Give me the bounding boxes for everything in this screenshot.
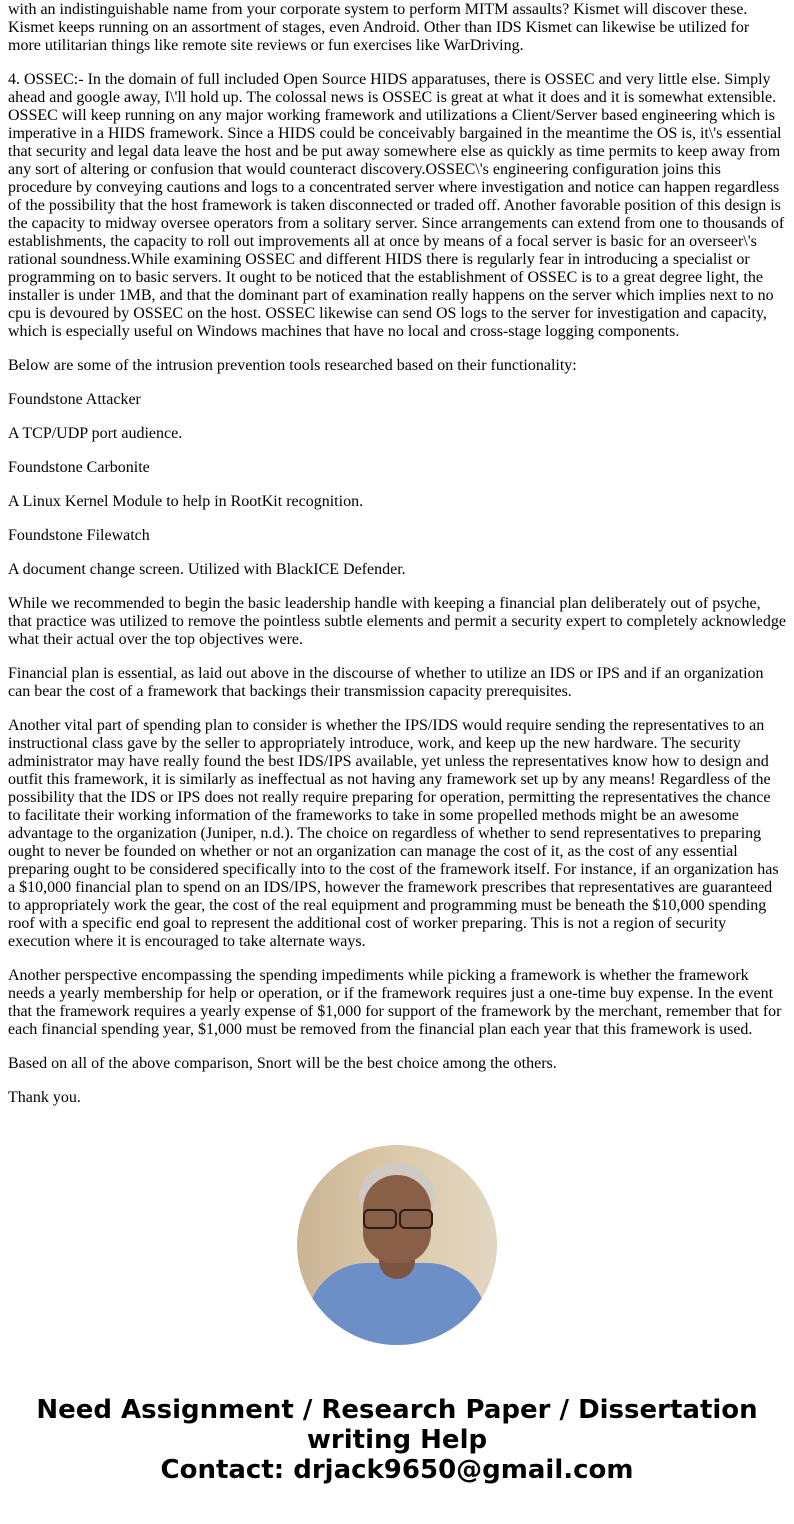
paragraph-financial-plan: Financial plan is essential, as laid out above in the discourse of whether to utilize an IDS or IPS and if an organization can bear the cost of a framework that backings their transmission capacity prerequisites. [8,665,764,700]
author-photo-container [0,1145,794,1345]
author-photo [297,1145,497,1345]
paragraph-ossec: 4. OSSEC:- In the domain of full included Open Source HIDS apparatuses, there is OSSEC and very little else. Simply ahead and google away, I\'ll hold up. The colossal news is OSSEC is great at what it does and it is somewhat extensible. OSSEC will keep running on any major working framework and utilizations a Client/Server based engineering which is imperative in a HIDS framework. Since a HIDS could be conceivably bargained in the meantime the OS is, it\'s essential that security and legal data leave the host and be put away somewhere else as quickly as time permits to keep away from any sort of altering or confusion that would counteract discovery.OSSEC\'s engineering configuration joins this procedure by conveying cautions and logs to a concentrated server where investigation and notice can happen regardless of the possibility that the host framework is taken disconnected or traded off. Another favorable position of this design is the capacity to midway oversee operators from a solitary server. Since arrangements can extend from one to thousands of establishments, the capacity to roll out improvements all at once by means of a focal server is basic for an overseer\'s rational soundness.While examining OSSEC and different HIDS there is regularly fear in introducing a specialist or programming on to basic servers. It ought to be noticed that the establishment of OSSEC is to a great degree light, the installer is under 1MB, and that the dominant part of examination really happens on the server which implies next to no cpu is devoured by OSSEC on the host. OSSEC likewise can send OS logs to the server for investigation and capacity, which is especially useful on Windows machines that have no local and cross-stage logging components. [8,71,785,340]
tool-name: Foundstone Carbonite [8,459,150,476]
banner-contact: Contact: drjack9650@gmail.com [160,1455,634,1485]
tool-name: Foundstone Attacker [8,391,141,408]
answer-body [0,1,794,1107]
tool-name: Foundstone Filewatch [8,527,150,544]
contact-banner [0,1395,794,1485]
paragraph-ips-intro: Below are some of the intrusion prevention tools researched based on their functionality: [8,357,577,374]
banner-headline: Need Assignment / Research Paper / Dissertation writing Help [36,1395,758,1455]
glasses-icon [359,1209,435,1227]
paragraph-leadership: While we recommended to begin the basic leadership handle with keeping a financial plan deliberately out of psyche, that practice was utilized to remove the pointless subtle elements and permit a security expert to completely acknowledge what their actual over the top objectives were. [8,595,786,648]
paragraph-membership: Another perspective encompassing the spending impediments while picking a framework is whether the framework needs a yearly membership for help or operation, or if the framework requires just a one-time buy expense. In the event that the framework requires a yearly expense of $1,000 for support of the framework by the merchant, remember that for each financial spending year, $1,000 must be removed from the financial plan each year that this framework is used. [8,967,782,1038]
paragraph-conclusion: Based on all of the above comparison, Snort will be the best choice among the others. [8,1055,557,1072]
paragraph-kismet: with an indistinguishable name from your corporate system to perform MITM assaults? Kismet will discover these. Kismet keeps running on an assortment of stages, even Android. Other than IDS Kismet can likewise be utilized for more utilitarian things like remote site reviews or fun exercises like WarDriving. [8,1,750,54]
tool-description: A Linux Kernel Module to help in RootKit recognition. [8,493,364,510]
paragraph-training: Another vital part of spending plan to consider is whether the IPS/IDS would require sending the representatives to an instructional class gave by the seller to appropriately introduce, work, and keep up the new hardware. The security administrator may have really found the best IDS/IPS available, yet unless the representatives know how to design and outfit this framework, it is similarly as ineffectual as not having any framework set up by any means! Regardless of the possibility that the IDS or IPS does not really require preparing for operation, permitting the representatives the chance to facilitate their working information of the frameworks to take in some propelled methods might be an awesome advantage to the organization (Juniper, n.d.). The choice on regardless of whether to send representatives to preparing ought to never be founded on whether or not an organization can manage the cost of it, as the cost of any essential preparing ought to be considered specifically into to the cost of the framework itself. For instance, if an organization has a $10,000 financial plan to spend on an IDS/IPS, however the framework prescribes that representatives are guaranteed to appropriately work the gear, the cost of the real equipment and programming must be beneath the $10,000 spending roof with a specific end goal to represent the additional cost of worker preparing. This is not a region of security execution where it is encouraged to take alternate ways. [8,717,779,950]
tool-description: A document change screen. Utilized with BlackICE Defender. [8,561,406,578]
tool-description: A TCP/UDP port audience. [8,425,183,442]
paragraph-thanks: Thank you. [8,1089,81,1106]
